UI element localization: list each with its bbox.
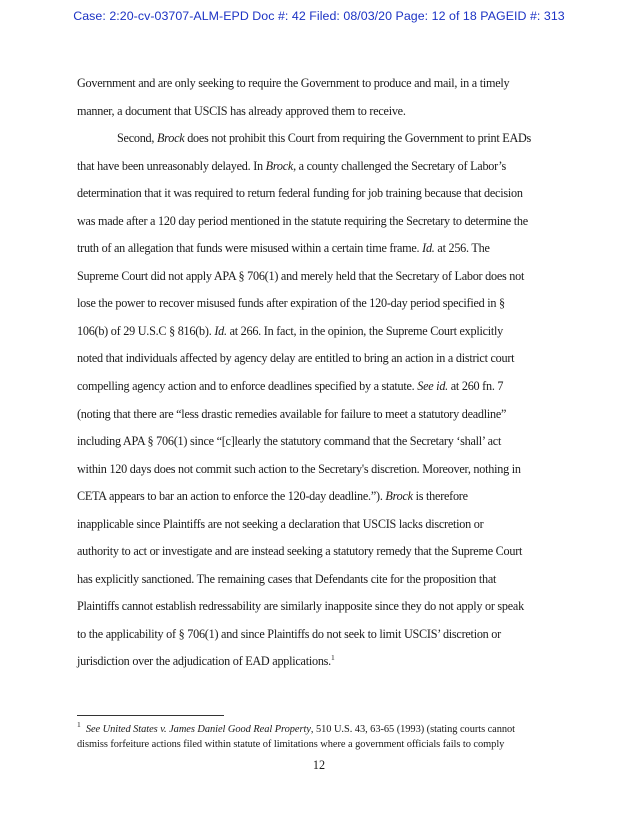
body-line: to the applicability of § 706(1) and since Plaintiffs do not seek to limit USCIS’ discretion or: [77, 626, 501, 641]
body-line: noted that individuals affected by agency delay are entitled to bring an action in a district court: [77, 351, 515, 366]
footnote-divider: [77, 715, 224, 716]
body-line: determination that it was required to return federal funding for job training because that decision: [77, 186, 523, 201]
body-line: within 120 days does not commit such action to the Secretary's discretion. Moreover, nothing in: [77, 461, 521, 476]
body-line: authority to act or investigate and are instead seeking a statutory remedy that the Supreme Court: [77, 544, 523, 559]
body-line: jurisdiction over the adjudication of EAD applications.$^1$: [77, 653, 335, 669]
body-line: inapplicable since Plaintiffs are not seeking a declaration that USCIS lacks discretion or: [77, 516, 484, 531]
body-line: including APA § 706(1) since “[c]learly the statutory command that the Secretary ‘shall’ act: [77, 434, 502, 449]
body-line: truth of an allegation that funds were misused within a certain time frame. Id. at 256. The: [77, 241, 490, 256]
body-line: lose the power to recover misused funds after expiration of the 120-day period specified in §: [77, 296, 505, 311]
case-name: Brock: [265, 158, 294, 173]
citation-signal: See id.: [417, 379, 448, 394]
footnote-line: dismiss forfeiture actions filed within statute of limitations where a government officials fails to comply: [77, 739, 505, 750]
body-line: Supreme Court did not apply APA § 706(1) and merely held that the Secretary of Labor does not: [77, 268, 525, 283]
case-header: Case: 2:20-cv-03707-ALM-EPD Doc #: 42 Filed: 08/03/20 Page: 12 of 18 PAGEID #: 313: [73, 9, 565, 23]
case-name: Brock: [156, 131, 185, 146]
body-line: that have been unreasonably delayed. In Brock, a county challenged the Secretary of Labor’s: [77, 158, 507, 173]
page-number: 12: [312, 758, 326, 772]
body-line: Second, Brock does not prohibit this Court from requiring the Government to print EADs: [117, 131, 532, 146]
body-line: Plaintiffs cannot establish redressability are similarly inapposite since they do not apply or speak: [77, 599, 524, 614]
body-line: CETA appears to bar an action to enforce the 120-day deadline.”). Brock is therefore: [77, 489, 468, 504]
citation-signal: Id.: [214, 323, 227, 338]
body-line: compelling agency action and to enforce deadlines specified by a statute. See id. at 260 fn. 7: [77, 379, 504, 394]
body-line: 106(b) of 29 U.S.C § 816(b). Id. at 266. In fact, in the opinion, the Supreme Court explicitly: [77, 323, 504, 338]
footnote-citation: See United States v. James Daniel Good Real Property: [85, 724, 311, 735]
footnote-ref: 1: [330, 653, 335, 663]
body-line: was made after a 120 day period mentioned in the statute requiring the Secretary to determine the: [77, 213, 528, 228]
case-name: Brock: [385, 489, 413, 504]
footnote: [77, 722, 567, 752]
citation-signal: Id.: [422, 241, 435, 256]
body-line: has explicitly sanctioned. The remaining cases that Defendants cite for the proposition that: [77, 571, 497, 586]
footnote-number: 1: [77, 720, 81, 729]
body-line: manner, a document that USCIS has already approved them to receive.: [77, 103, 406, 118]
footnote-line: $^1$ See United States v. James Daniel Good Real Property, 510 U.S. 43, 63-65 (1993) (stating courts cannot: [77, 720, 516, 735]
body-line: Government and are only seeking to require the Government to produce and mail, in a timely: [77, 76, 510, 90]
body-text: [77, 70, 567, 676]
body-line: (noting that there are “less drastic remedies available for failure to meet a statutory deadline”: [77, 406, 507, 421]
